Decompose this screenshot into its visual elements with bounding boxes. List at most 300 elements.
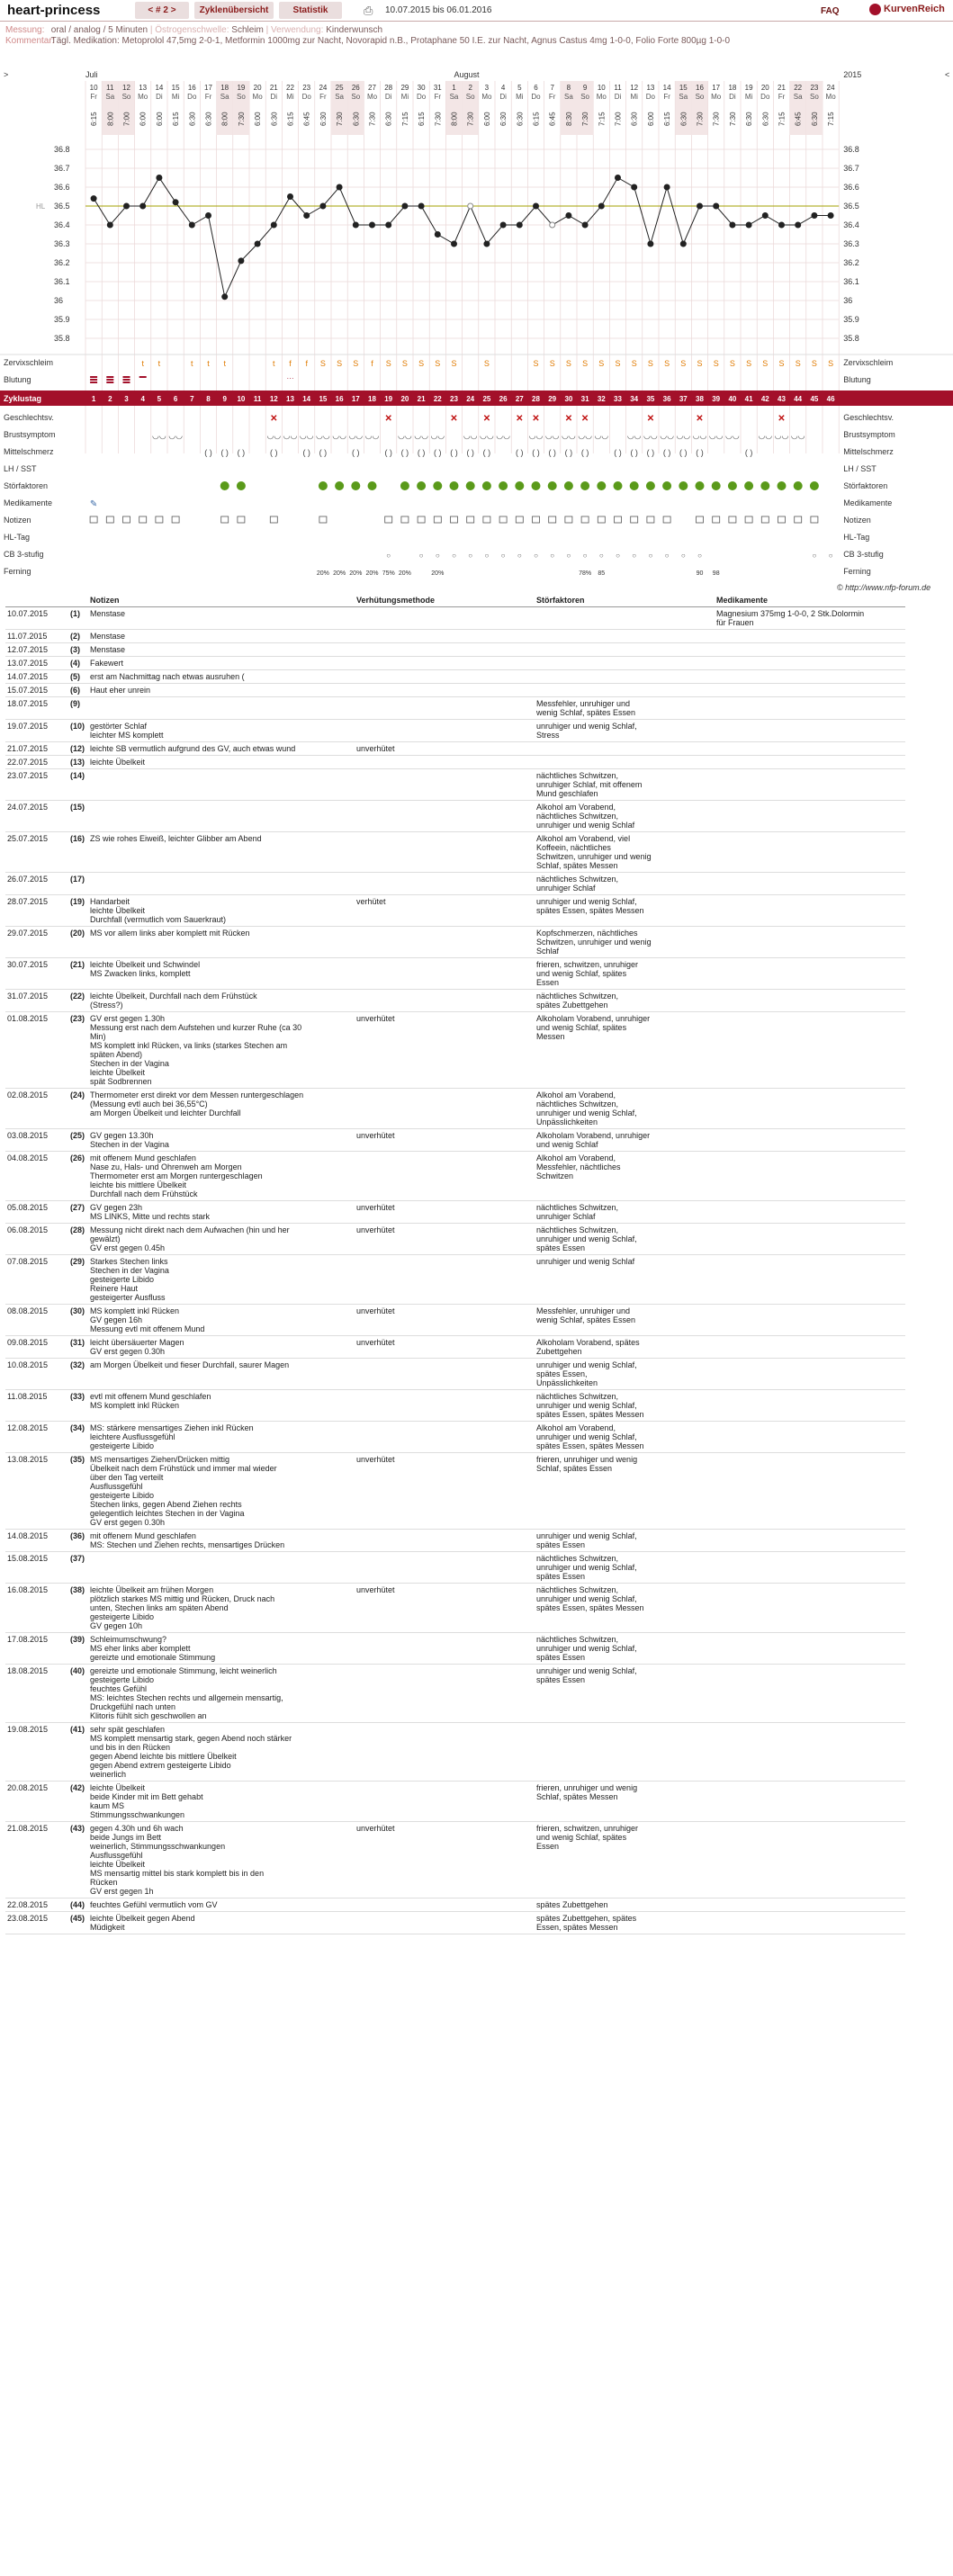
note-contraception (355, 769, 535, 801)
cb-mark: ○ (616, 552, 620, 560)
note-day: (28) (68, 1224, 88, 1255)
mittelschmerz-mark: ( ) (662, 448, 671, 457)
weekday-label: So (237, 93, 246, 101)
temperature-point (124, 203, 130, 209)
breast-symptom-mark: ◡◡ (332, 431, 346, 440)
weekday-label: So (121, 93, 131, 101)
table-row (5, 670, 905, 684)
cycle-day-number: 3 (124, 395, 129, 403)
table-row (5, 1723, 905, 1782)
note-date: 05.08.2015 (5, 1201, 68, 1224)
note-text: gestörter Schlaf leichter MS komplett (88, 720, 355, 742)
note-disturbances: nächtliches Schwitzen, unruhiger und wenig Schlaf, spätes Essen (535, 1224, 715, 1255)
cycle-day-number: 27 (515, 395, 524, 403)
mittelschmerz-mark: ( ) (614, 448, 622, 457)
note-text: mit offenem Mund geschlafen MS: Stechen und Ziehen rechts, mensartiges Drücken (88, 1530, 355, 1552)
medication-icon: ✎ (89, 499, 98, 509)
disturbance-mark (696, 481, 705, 490)
note-medication (715, 1336, 905, 1359)
note-disturbances: nächtliches Schwitzen, unruhiger Schlaf, mit offenem Mund geschlafen (535, 769, 715, 801)
note-contraception (355, 1152, 535, 1201)
note-disturbances (535, 684, 715, 697)
time-label: 7:30 (368, 112, 377, 126)
breast-symptom-mark: ◡◡ (152, 431, 166, 440)
zervix-value: f (289, 359, 292, 368)
note-day: (24) (68, 1089, 88, 1129)
y-tick-right: 36.8 (843, 145, 859, 154)
bleeding-mark (90, 376, 97, 378)
ferning-row-label-right: Ferning (843, 567, 871, 576)
note-text: ZS wie rohes Eiweiß, leichter Glibber am Abend (88, 832, 355, 873)
time-label: 7:30 (581, 112, 590, 126)
header-verhuetung: Verhütungsmethode (355, 594, 535, 607)
note-disturbances (535, 630, 715, 643)
note-icon (499, 516, 507, 523)
month-nav-left: > (4, 70, 9, 79)
note-date: 23.08.2015 (5, 1912, 68, 1934)
y-tick-right: 35.8 (843, 334, 859, 343)
time-label: 7:15 (827, 112, 836, 126)
note-date: 13.08.2015 (5, 1453, 68, 1530)
breast-symptom-mark: ◡◡ (414, 431, 428, 440)
weekday-label: Mo (481, 93, 492, 101)
table-row (5, 607, 905, 630)
lh-row-label-right: LH / SST (843, 464, 877, 473)
note-day: (17) (68, 873, 88, 895)
note-date: 21.07.2015 (5, 742, 68, 756)
note-disturbances (535, 1723, 715, 1782)
temperature-point (238, 258, 244, 264)
note-day: (16) (68, 832, 88, 873)
date-label: 28 (384, 84, 393, 92)
zervix-value: S (319, 359, 326, 368)
disturbance-mark (400, 481, 409, 490)
weekday-label: Di (384, 93, 392, 101)
note-icon (761, 516, 769, 523)
note-medication (715, 1305, 905, 1336)
note-date: 22.07.2015 (5, 756, 68, 769)
weekday-label: Mi (400, 93, 409, 101)
brust-row-label-right: Brustsymptom (843, 430, 895, 439)
note-text: Menstase (88, 607, 355, 630)
table-row (5, 1912, 905, 1934)
temperature-point (616, 175, 621, 181)
cycles-overview-button[interactable]: Zyklenübersicht (194, 2, 274, 19)
note-contraception: unverhütet (355, 1453, 535, 1530)
time-label: 7:15 (598, 112, 607, 126)
note-icon (270, 516, 277, 523)
y-tick-left: 36.2 (54, 258, 70, 267)
cycle-day-number: 14 (302, 395, 311, 403)
mittelschmerz-mark: ( ) (646, 448, 655, 457)
note-icon (598, 516, 605, 523)
note-disturbances: frieren, schwitzen, unruhiger und wenig Schlaf, spätes Essen (535, 958, 715, 990)
weekday-label: Sa (335, 93, 344, 101)
disturbance-mark (760, 481, 769, 490)
statistics-button[interactable]: Statistik (279, 2, 342, 19)
y-tick-left: 35.9 (54, 315, 70, 324)
note-day: (2) (68, 630, 88, 643)
weekday-label: Sa (679, 93, 688, 101)
mittelschmerz-mark: ( ) (400, 448, 409, 457)
temperature-point (255, 241, 260, 247)
disturbance-mark (630, 481, 639, 490)
note-contraception (355, 1530, 535, 1552)
note-date: 25.07.2015 (5, 832, 68, 873)
note-date: 01.08.2015 (5, 1012, 68, 1089)
time-label: 7:30 (712, 112, 721, 126)
table-row (5, 657, 905, 670)
cycle-day-number: 6 (173, 395, 178, 403)
time-label: 7:30 (696, 112, 705, 126)
note-medication (715, 1089, 905, 1129)
intercourse-mark: ✕ (384, 414, 392, 424)
note-date: 11.08.2015 (5, 1390, 68, 1422)
note-day: (36) (68, 1530, 88, 1552)
bleeding-mark (139, 376, 147, 378)
note-date: 14.08.2015 (5, 1530, 68, 1552)
note-day: (12) (68, 742, 88, 756)
time-label: 6:30 (188, 112, 197, 126)
zervix-value: S (615, 359, 621, 368)
ferning-row-label: Ferning (4, 567, 31, 576)
note-medication (715, 1359, 905, 1390)
note-day: (1) (68, 607, 88, 630)
temperature-point (271, 222, 276, 228)
time-label: 6:15 (663, 112, 672, 126)
note-disturbances: nächtliches Schwitzen, spätes Zubettgehen (535, 990, 715, 1012)
breast-symptom-mark: ◡◡ (496, 431, 510, 440)
y-tick-left: 36.3 (54, 239, 70, 248)
time-label: 6:45 (794, 112, 803, 126)
time-label: 7:00 (122, 112, 131, 126)
time-label: 6:15 (532, 112, 541, 126)
weekday-label: Mi (516, 93, 524, 101)
note-day: (10) (68, 720, 88, 742)
note-text: Haut eher unrein (88, 684, 355, 697)
mittelschmerz-mark: ( ) (384, 448, 392, 457)
table-row (5, 1453, 905, 1530)
bleeding-mark (123, 376, 130, 378)
time-label: 6:00 (155, 112, 164, 126)
temperature-point (288, 194, 293, 200)
date-label: 14 (155, 84, 164, 92)
cycle-nav-button[interactable]: < # 2 > (135, 2, 189, 19)
note-contraception (355, 801, 535, 832)
disturbance-mark (728, 481, 737, 490)
bleeding-mark (90, 379, 97, 381)
date-label: 19 (744, 84, 753, 92)
disturbance-mark (597, 481, 606, 490)
temperature-point (140, 203, 146, 209)
med-row-label: Medikamente (4, 498, 53, 507)
date-label: 23 (302, 84, 311, 92)
zervix-value: S (353, 359, 359, 368)
note-contraception: unverhütet (355, 742, 535, 756)
note-contraception: unverhütet (355, 1224, 535, 1255)
note-text: sehr spät geschlafen MS komplett mensartig stark, gegen Abend noch stärker und bis in den Rücken gegen Abend leichte bis mittlere Übelkeit gegen Abend extrem gesteigerte Libido weinerlich (88, 1723, 355, 1782)
temperature-point (648, 241, 653, 247)
cycle-day-number: 40 (728, 395, 737, 403)
mittelschmerz-mark: ( ) (580, 448, 589, 457)
temperature-point (762, 213, 768, 219)
disturbance-mark (319, 481, 328, 490)
time-label: 6:30 (270, 112, 279, 126)
breast-symptom-mark: ◡◡ (299, 431, 314, 440)
mittelschmerz-mark: ( ) (564, 448, 573, 457)
faq-link[interactable]: FAQ (821, 6, 840, 16)
note-icon (418, 516, 425, 523)
note-date: 04.08.2015 (5, 1152, 68, 1201)
y-tick-right: 36.4 (843, 220, 859, 229)
note-icon (90, 516, 97, 523)
date-label: 31 (433, 84, 442, 92)
note-disturbances: spätes Zubettgehen, spätes Essen, spätes Messen (535, 1912, 715, 1934)
note-text: leichte Übelkeit beide Kinder mit im Bett gehabt kaum MS Stimmungsschwankungen (88, 1782, 355, 1822)
temperature-point (632, 184, 637, 190)
cycle-day-number: 46 (826, 395, 835, 403)
gv-row-label-right: Geschlechtsv. (843, 413, 895, 422)
cycle-day-number: 33 (614, 395, 622, 403)
note-medication (715, 720, 905, 742)
weekday-label: Fr (319, 93, 327, 101)
note-text: GV gegen 13.30h Stechen in der Vagina (88, 1129, 355, 1152)
note-day: (20) (68, 927, 88, 958)
date-label: 26 (351, 84, 360, 92)
note-text: evtl mit offenem Mund geschlafen MS komplett inkl Rücken (88, 1390, 355, 1422)
zervix-value: S (418, 359, 425, 368)
note-text: leichte Übelkeit, Durchfall nach dem Frühstück (Stress?) (88, 990, 355, 1012)
date-range: 10.07.2015 bis 06.01.2016 (385, 5, 492, 15)
cycle-day-number: 34 (630, 395, 639, 403)
weekday-label: Sa (105, 93, 115, 101)
hl-label: HL (36, 202, 46, 211)
table-row (5, 927, 905, 958)
cycle-day-number: 22 (433, 395, 442, 403)
table-row (5, 832, 905, 873)
note-contraception (355, 1089, 535, 1129)
ferning-value: 98 (712, 570, 720, 577)
note-medication (715, 873, 905, 895)
zervix-value: f (305, 359, 308, 368)
date-label: 11 (106, 84, 114, 92)
note-disturbances: Alkohol am Vorabend, nächtliches Schwitzen, unruhiger und wenig Schlaf, Unpässlichkeiten (535, 1089, 715, 1129)
note-medication (715, 1012, 905, 1089)
note-date: 12.07.2015 (5, 643, 68, 657)
note-icon (483, 516, 490, 523)
note-icon (697, 516, 704, 523)
zervix-row-label-right: Zervixschleim (843, 358, 894, 367)
ferning-value: 20% (316, 570, 329, 577)
temperature-point (550, 222, 555, 228)
temperature-point (534, 203, 539, 209)
time-label: 8:00 (220, 112, 229, 126)
table-row (5, 1152, 905, 1201)
note-icon (172, 516, 179, 523)
cycle-day-number: 42 (760, 395, 769, 403)
weekday-label: Di (614, 93, 622, 101)
note-icon (795, 516, 802, 523)
mittelschmerz-mark: ( ) (548, 448, 556, 457)
bleeding-mark (123, 381, 130, 383)
date-label: 6 (534, 84, 538, 92)
print-icon[interactable]: ⎙ (364, 4, 373, 17)
month-label-august: August (454, 70, 480, 79)
note-icon (615, 516, 622, 523)
note-contraception (355, 1255, 535, 1305)
note-text: leichte Übelkeit und Schwindel MS Zwacken links, komplett (88, 958, 355, 990)
note-medication (715, 697, 905, 720)
date-label: 20 (253, 84, 262, 92)
cycle-day-number: 16 (335, 395, 344, 403)
table-row (5, 873, 905, 895)
note-disturbances: Alkohol am Vorabend, unruhiger und wenig Schlaf, spätes Essen, spätes Messen (535, 1422, 715, 1453)
note-day: (44) (68, 1898, 88, 1912)
time-label: 6:30 (384, 112, 393, 126)
breast-symptom-mark: ◡◡ (430, 431, 445, 440)
top-bar (0, 0, 953, 22)
date-label: 24 (319, 84, 328, 92)
y-tick-right: 35.9 (843, 315, 859, 324)
note-medication (715, 1912, 905, 1934)
temperature-point (680, 241, 686, 247)
note-contraception (355, 684, 535, 697)
zervix-value: t (141, 359, 144, 368)
ferning-value: 20% (398, 570, 411, 577)
note-text: feuchtes Gefühl vermutlich vom GV (88, 1898, 355, 1912)
note-medication (715, 990, 905, 1012)
date-label: 21 (269, 84, 278, 92)
date-label: 10 (89, 84, 98, 92)
ferning-value: 75% (382, 570, 395, 577)
zervix-value: S (582, 359, 589, 368)
cb-mark: ○ (435, 552, 440, 560)
table-row (5, 990, 905, 1012)
zervix-value: S (451, 359, 457, 368)
note-text: Fakewert (88, 657, 355, 670)
y-tick-left: 36.5 (54, 202, 70, 211)
date-label: 24 (826, 84, 835, 92)
note-date: 30.07.2015 (5, 958, 68, 990)
note-text: leichte SB vermutlich aufgrund des GV, auch etwas wund (88, 742, 355, 756)
intercourse-mark: ✕ (696, 414, 704, 424)
intercourse-mark: ✕ (564, 414, 573, 424)
note-day: (32) (68, 1359, 88, 1390)
note-text: MS mensartiges Ziehen/Drücken mittig Übelkeit nach dem Frühstück und immer mal wieder über den Tag verteilt Ausflussgefühl gesteigerte Libido Stechen links, gegen Abend Ziehen rechts gelegentlich leichtes Stechen in der Vagina GV erst gegen 0.30h (88, 1453, 355, 1530)
date-label: 10 (597, 84, 606, 92)
note-text: Schleimumschwung? MS eher links aber komplett gereizte und emotionale Stimmung (88, 1633, 355, 1665)
note-text: am Morgen Übelkeit und fieser Durchfall, saurer Magen (88, 1359, 355, 1390)
disturbance-mark (237, 481, 246, 490)
date-label: 17 (204, 84, 212, 92)
date-label: 3 (484, 84, 490, 92)
note-contraception (355, 1912, 535, 1934)
note-disturbances (535, 742, 715, 756)
weekday-label: Do (645, 93, 656, 101)
note-date: 18.08.2015 (5, 1665, 68, 1723)
y-tick-right: 36.5 (843, 202, 859, 211)
note-text: leicht übersäuerter Magen GV erst gegen 0.30h (88, 1336, 355, 1359)
cycle-day-number: 11 (253, 395, 262, 403)
cb-mark: ○ (452, 552, 456, 560)
zervix-value: S (729, 359, 735, 368)
table-row (5, 769, 905, 801)
ferning-value: 85 (598, 570, 606, 577)
zervix-value: S (631, 359, 637, 368)
date-label: 12 (630, 84, 639, 92)
zervix-value: t (191, 359, 193, 368)
note-text: MS: stärkere mensartiges Ziehen inkl Rücken leichtere Ausflussgefühl gesteigerte Libido (88, 1422, 355, 1453)
note-contraception (355, 1898, 535, 1912)
bleeding-mark (90, 381, 97, 383)
note-disturbances: nächtliches Schwitzen, unruhiger Schlaf (535, 873, 715, 895)
mittelschmerz-mark: ( ) (532, 448, 540, 457)
cycle-day-number: 7 (190, 395, 194, 403)
note-medication (715, 1633, 905, 1665)
table-row (5, 630, 905, 643)
cycle-day-number: 24 (466, 395, 475, 403)
note-contraception (355, 927, 535, 958)
note-date: 20.08.2015 (5, 1782, 68, 1822)
temperature-point (173, 200, 178, 205)
zervix-value: S (549, 359, 555, 368)
cycle-day-number: 17 (351, 395, 360, 403)
weekday-label: Mo (252, 93, 263, 101)
cycle-day-number: 26 (499, 395, 508, 403)
breast-symptom-mark: ◡◡ (562, 431, 576, 440)
mittelschmerz-mark: ( ) (450, 448, 458, 457)
cycle-day-number: 23 (450, 395, 458, 403)
note-date: 26.07.2015 (5, 873, 68, 895)
note-text: Messung nicht direkt nach dem Aufwachen (hin und her gewälzt) GV erst gegen 0.45h (88, 1224, 355, 1255)
note-medication (715, 643, 905, 657)
time-label: 6:30 (319, 112, 328, 126)
note-medication (715, 657, 905, 670)
note-icon (139, 516, 147, 523)
note-date: 19.07.2015 (5, 720, 68, 742)
intercourse-mark: ✕ (532, 414, 540, 424)
cb-mark: ○ (828, 552, 833, 560)
cycle-info (5, 25, 950, 47)
header-stoerfaktoren: Störfaktoren (535, 594, 715, 607)
cb-mark: ○ (566, 552, 571, 560)
note-day: (41) (68, 1723, 88, 1782)
note-disturbances (535, 670, 715, 684)
intercourse-mark: ✕ (778, 414, 786, 424)
time-label: 6:30 (679, 112, 688, 126)
note-icon (631, 516, 638, 523)
disturbance-mark (482, 481, 491, 490)
note-day: (14) (68, 769, 88, 801)
temperature-point (189, 222, 194, 228)
note-icon (533, 516, 540, 523)
note-disturbances: Kopfschmerzen, nächtliches Schwitzen, unruhiger und wenig Schlaf (535, 927, 715, 958)
notizen-row-label-right: Notizen (843, 516, 871, 525)
ferning-value: 20% (431, 570, 445, 577)
note-text (88, 801, 355, 832)
table-row (5, 1782, 905, 1822)
note-medication (715, 1390, 905, 1422)
time-label: 6:00 (139, 112, 148, 126)
time-label: 6:15 (286, 112, 295, 126)
breast-symptom-mark: ◡◡ (168, 431, 183, 440)
note-date: 13.07.2015 (5, 657, 68, 670)
breast-symptom-mark: ◡◡ (463, 431, 478, 440)
info-row-measurement: Messung: oral / analog / 5 Minuten | Östrogenschwelle: Schleim | Verwendung: Kinderwunsch (5, 25, 382, 35)
weekday-label: Mo (825, 93, 836, 101)
mittel-row-label: Mittelschmerz (4, 447, 54, 456)
weekday-label: So (580, 93, 589, 101)
